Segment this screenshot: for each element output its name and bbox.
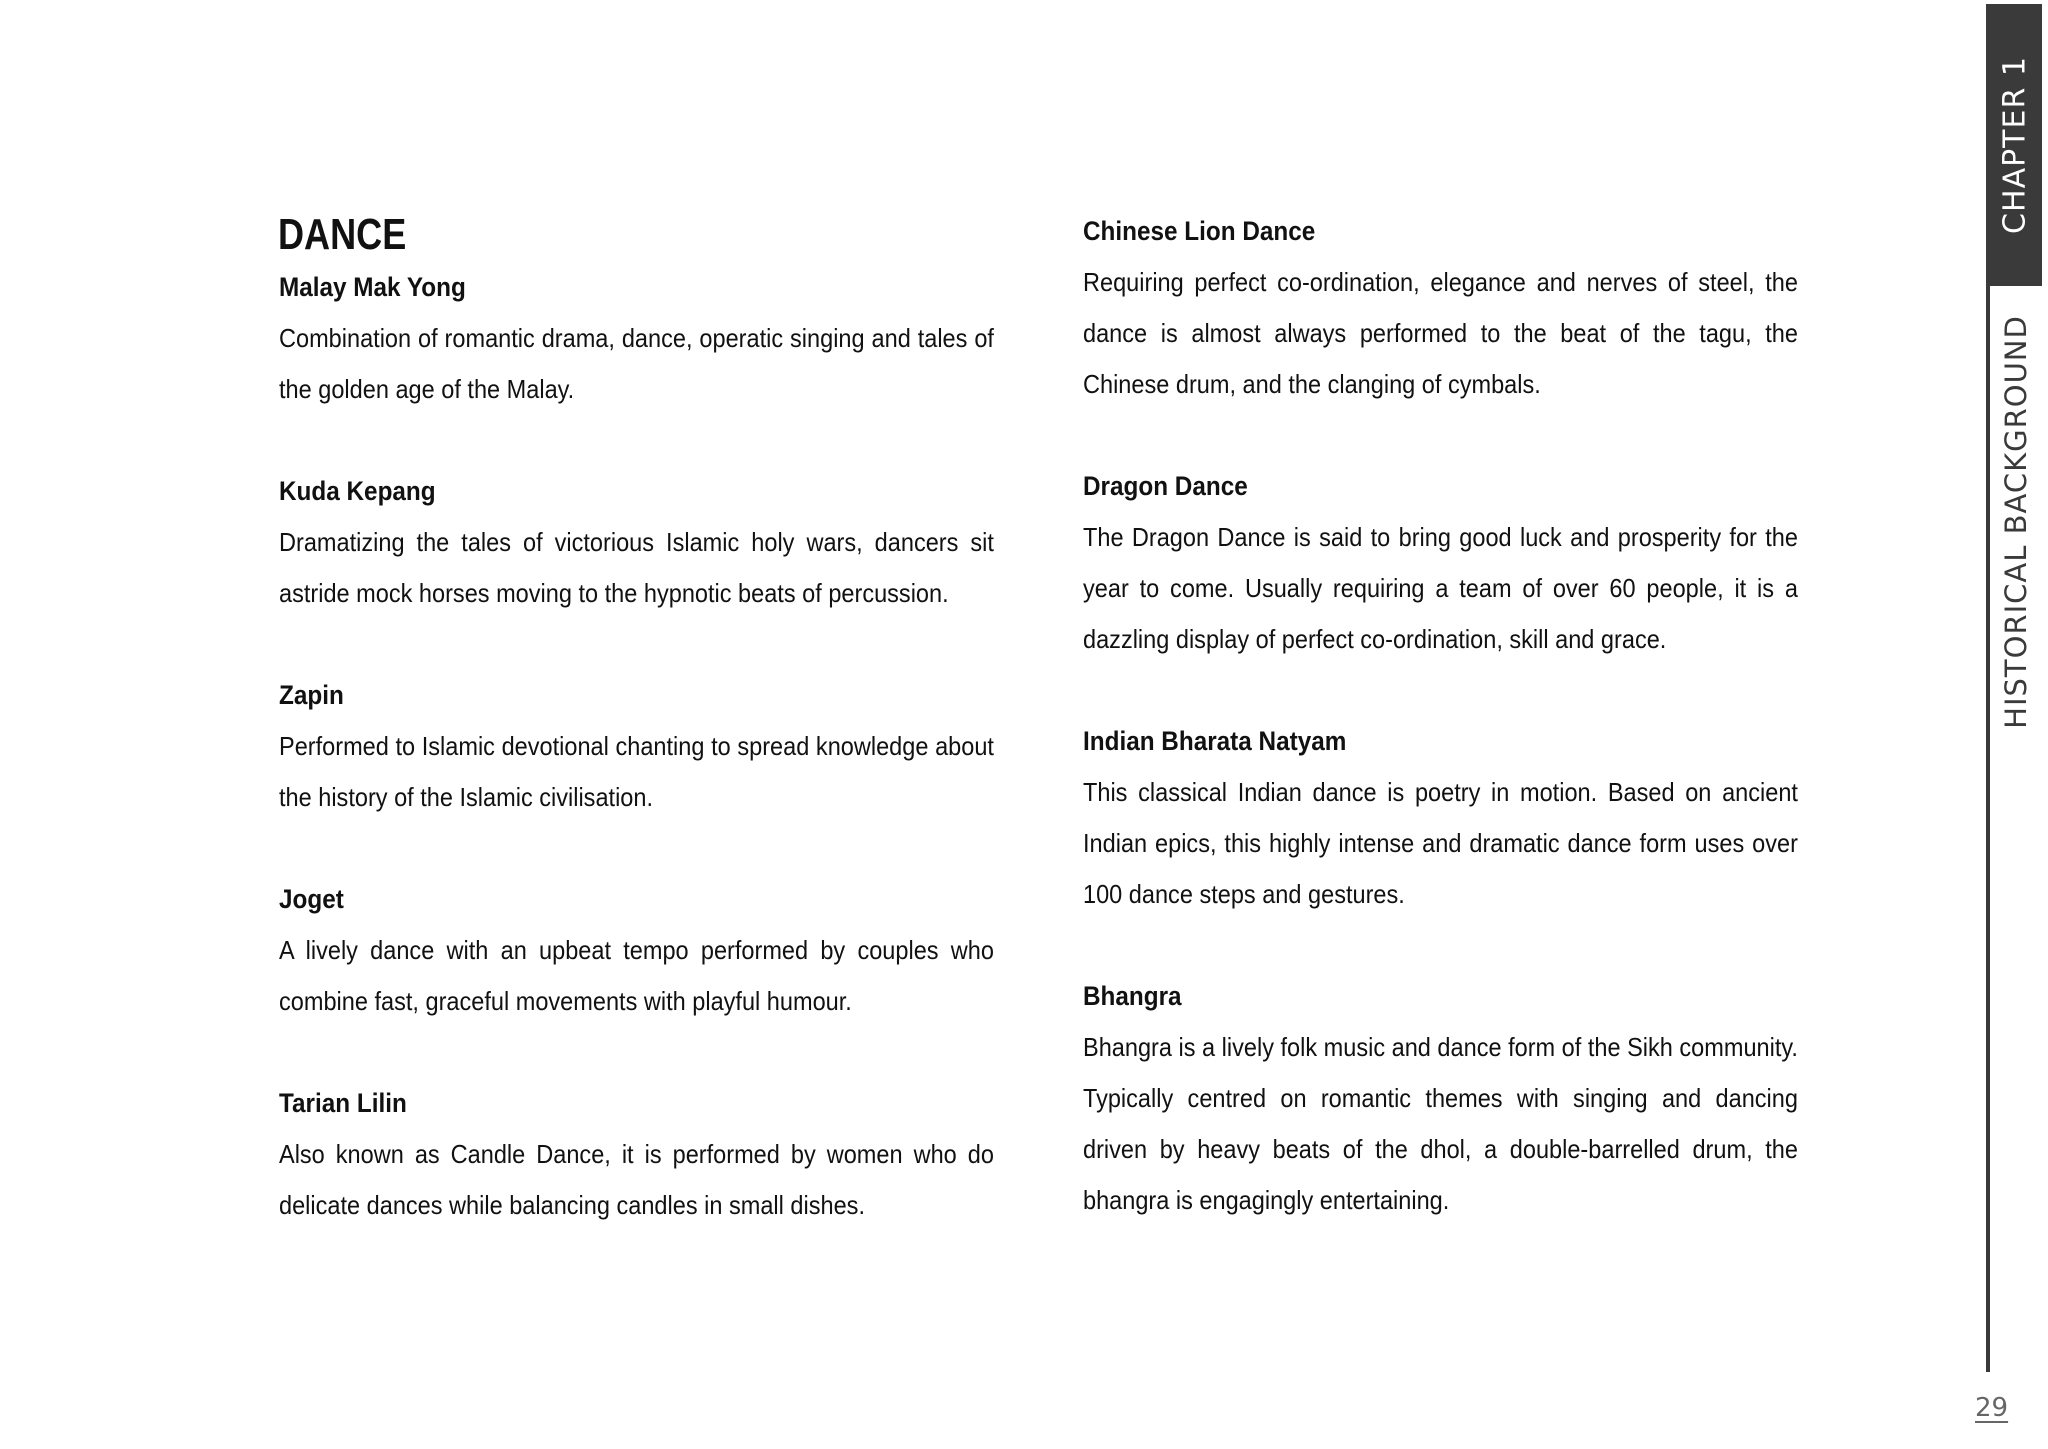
entry-body: Bhangra is a lively folk music and dance form of the Sikh community. Typically centred on romantic themes with singing and dancing driven by heavy beats of the dhol, a double-barrelled drum, the bhangra is engagingly entertaining. [1083, 1032, 1798, 1215]
page-number: 29 [1975, 1393, 2009, 1423]
chapter-label: CHAPTER 1 [1997, 56, 2033, 234]
sidebar-divider [1986, 286, 1990, 1372]
entry-title: Dragon Dance [1083, 471, 1248, 501]
dance-entry [279, 466, 995, 619]
entry-title: Tarian Lilin [279, 1088, 407, 1118]
entry-title: Zapin [279, 680, 344, 710]
entry-title: Malay Mak Yong [279, 272, 466, 302]
dance-entry [279, 874, 995, 1027]
dance-entry [279, 670, 995, 823]
section-label: HISTORICAL BACKGROUND [1999, 315, 2033, 729]
dance-entry [279, 1078, 995, 1231]
right-column [1083, 206, 1799, 1277]
page-title: DANCE [278, 210, 407, 259]
entry-title: Bhangra [1083, 981, 1182, 1011]
dance-entry [279, 262, 995, 415]
dance-entry [1083, 206, 1799, 410]
entry-title: Indian Bharata Natyam [1083, 726, 1347, 756]
entry-body: A lively dance with an upbeat tempo performed by couples who combine fast, graceful movements with playful humour. [279, 935, 994, 1016]
entry-title: Kuda Kepang [279, 476, 436, 506]
entry-body: Combination of romantic drama, dance, operatic singing and tales of the golden age of the Malay. [279, 323, 994, 404]
entry-body: Requiring perfect co-ordination, elegance and nerves of steel, the dance is almost always performed to the beat of the tagu, the Chinese drum, and the clanging of cymbals. [1083, 267, 1798, 399]
dance-entry [1083, 716, 1799, 920]
dance-entry [1083, 461, 1799, 665]
left-column [279, 262, 995, 1282]
dance-entry [1083, 971, 1799, 1226]
entry-body: Also known as Candle Dance, it is performed by women who do delicate dances while balancing candles in small dishes. [279, 1139, 994, 1220]
entry-body: This classical Indian dance is poetry in motion. Based on ancient Indian epics, this highly intense and dramatic dance form uses over 100 dance steps and gestures. [1083, 777, 1798, 909]
entry-body: Dramatizing the tales of victorious Islamic holy wars, dancers sit astride mock horses moving to the hypnotic beats of percussion. [279, 527, 994, 608]
entry-body: Performed to Islamic devotional chanting to spread knowledge about the history of the Islamic civilisation. [279, 731, 994, 812]
entry-title: Joget [279, 884, 344, 914]
entry-body: The Dragon Dance is said to bring good luck and prosperity for the year to come. Usually requiring a team of over 60 people, it is a dazzling display of perfect co-ordination, skill and grace. [1083, 522, 1798, 654]
entry-title: Chinese Lion Dance [1083, 216, 1316, 246]
